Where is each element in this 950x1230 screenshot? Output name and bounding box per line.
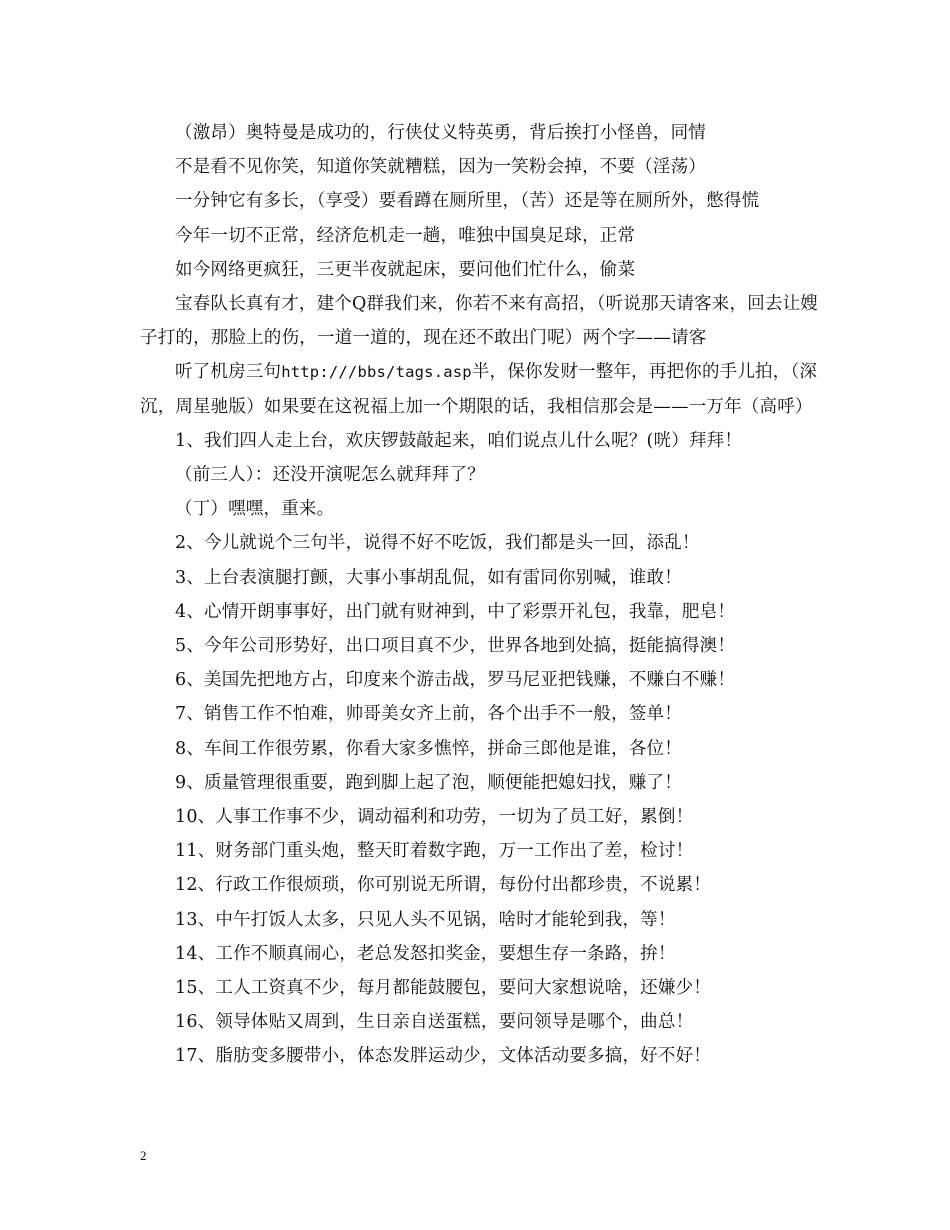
paragraph: 一分钟它有多长，（享受）要看蹲在厕所里，（苦）还是等在厕所外，憋得慌	[175, 191, 760, 212]
paragraph: 如今网络更疯狂，三更半夜就起床，要问他们忙什么，偷菜	[175, 259, 636, 280]
document-body	[140, 116, 820, 1074]
page-number: 2	[140, 1148, 147, 1163]
url-text: http:///bbs/tags.asp	[281, 363, 472, 382]
paragraph: 不是看不见你笑，知道你笑就糟糕，因为一笑粉会掉，不要（淫荡）	[175, 157, 706, 178]
paragraph: （激昂）奥特曼是成功的，行侠仗义特英勇，背后挨打小怪兽，同情	[175, 123, 706, 143]
paragraph: 今年一切不正常，经济危机走一趟，唯独中国臭足球，正常	[175, 225, 636, 246]
dialogue-line: 8、车间工作很劳累，你看大家多憔悴，拼命三郎他是谁，各位！	[175, 738, 682, 759]
paragraph-with-url	[140, 355, 820, 423]
dialogue-line: 14、工作不顺真闹心，老总发怒扣奖金，要想生存一条路，拚！	[175, 943, 676, 964]
dialogue-line: 12、行政工作很烦琐，你可别说无所谓，每份付出都珍贵，不说累！	[175, 875, 711, 896]
dialogue-line: 2、今儿就说个三句半，说得不好不吃饭，我们都是头一回，添乱！	[175, 533, 700, 554]
dialogue-line: 13、中午打饭人太多，只见人头不见锅，啥时才能轮到我，等！	[175, 909, 676, 930]
dialogue-line: 11、财务部门重头炮，整天盯着数字跑，万一工作出了差，检讨！	[175, 841, 694, 862]
dialogue-line: 6、美国先把地方占，印度来个游击战，罗马尼亚把钱赚，不赚白不赚！	[175, 670, 736, 691]
paragraph: 宝春队长真有才，建个Q群我们来，你若不来有高招，（听说那天请客来，回去让嫂子打的，那脸上的伤，一道一道的，现在还不敢出门呢）两个字——请客	[140, 294, 818, 349]
dialogue-line: 16、领导体贴又周到，生日亲自送蛋糕，要问领导是哪个，曲总！	[175, 1012, 694, 1033]
dialogue-line: 3、上台表演腿打颤，大事小事胡乱侃，如有雷同你别喊，谁敢！	[175, 567, 682, 588]
dialogue-line: （前三人）：还没开演呢怎么就拜拜了？	[175, 465, 485, 486]
dialogue-line: 10、人事工作事不少，调动福利和功劳，一切为了员工好，累倒！	[175, 807, 694, 828]
dialogue-line: 4、心情开朗事事好，出门就有财神到，中了彩票开礼包，我靠，肥皂！	[175, 601, 736, 622]
dialogue-line: 9、质量管理很重要，跑到脚上起了泡，顺便能把媳妇找，赚了！	[175, 772, 682, 793]
dialogue-line: （丁）嘿嘿，重来。	[175, 499, 335, 520]
paragraph-text: 半，保你发财一整年，再把你的手儿拍，（深沉，周星驰版）如果要在这祝福上加一个期限的话，我相信那会是——一万年（高呼）	[140, 362, 818, 417]
dialogue-line: 1、我们四人走上台，欢庆锣鼓敲起来，咱们说点儿什么呢？(咣）拜拜！	[175, 430, 743, 451]
dialogue-line: 17、脂肪变多腰带小，体态发胖运动少，文体活动要多搞，好不好！	[175, 1046, 711, 1067]
dialogue-line: 15、工人工资真不少，每月都能鼓腰包，要问大家想说啥，还嫌少！	[175, 978, 711, 999]
dialogue-line: 7、销售工作不怕难，帅哥美女齐上前，各个出手不一般，签单！	[175, 704, 682, 725]
dialogue-line: 5、今年公司形势好，出口项目真不少，世界各地到处搞，挺能搞得澳！	[175, 636, 736, 657]
paragraph-text: 听了机房三句	[175, 362, 282, 383]
